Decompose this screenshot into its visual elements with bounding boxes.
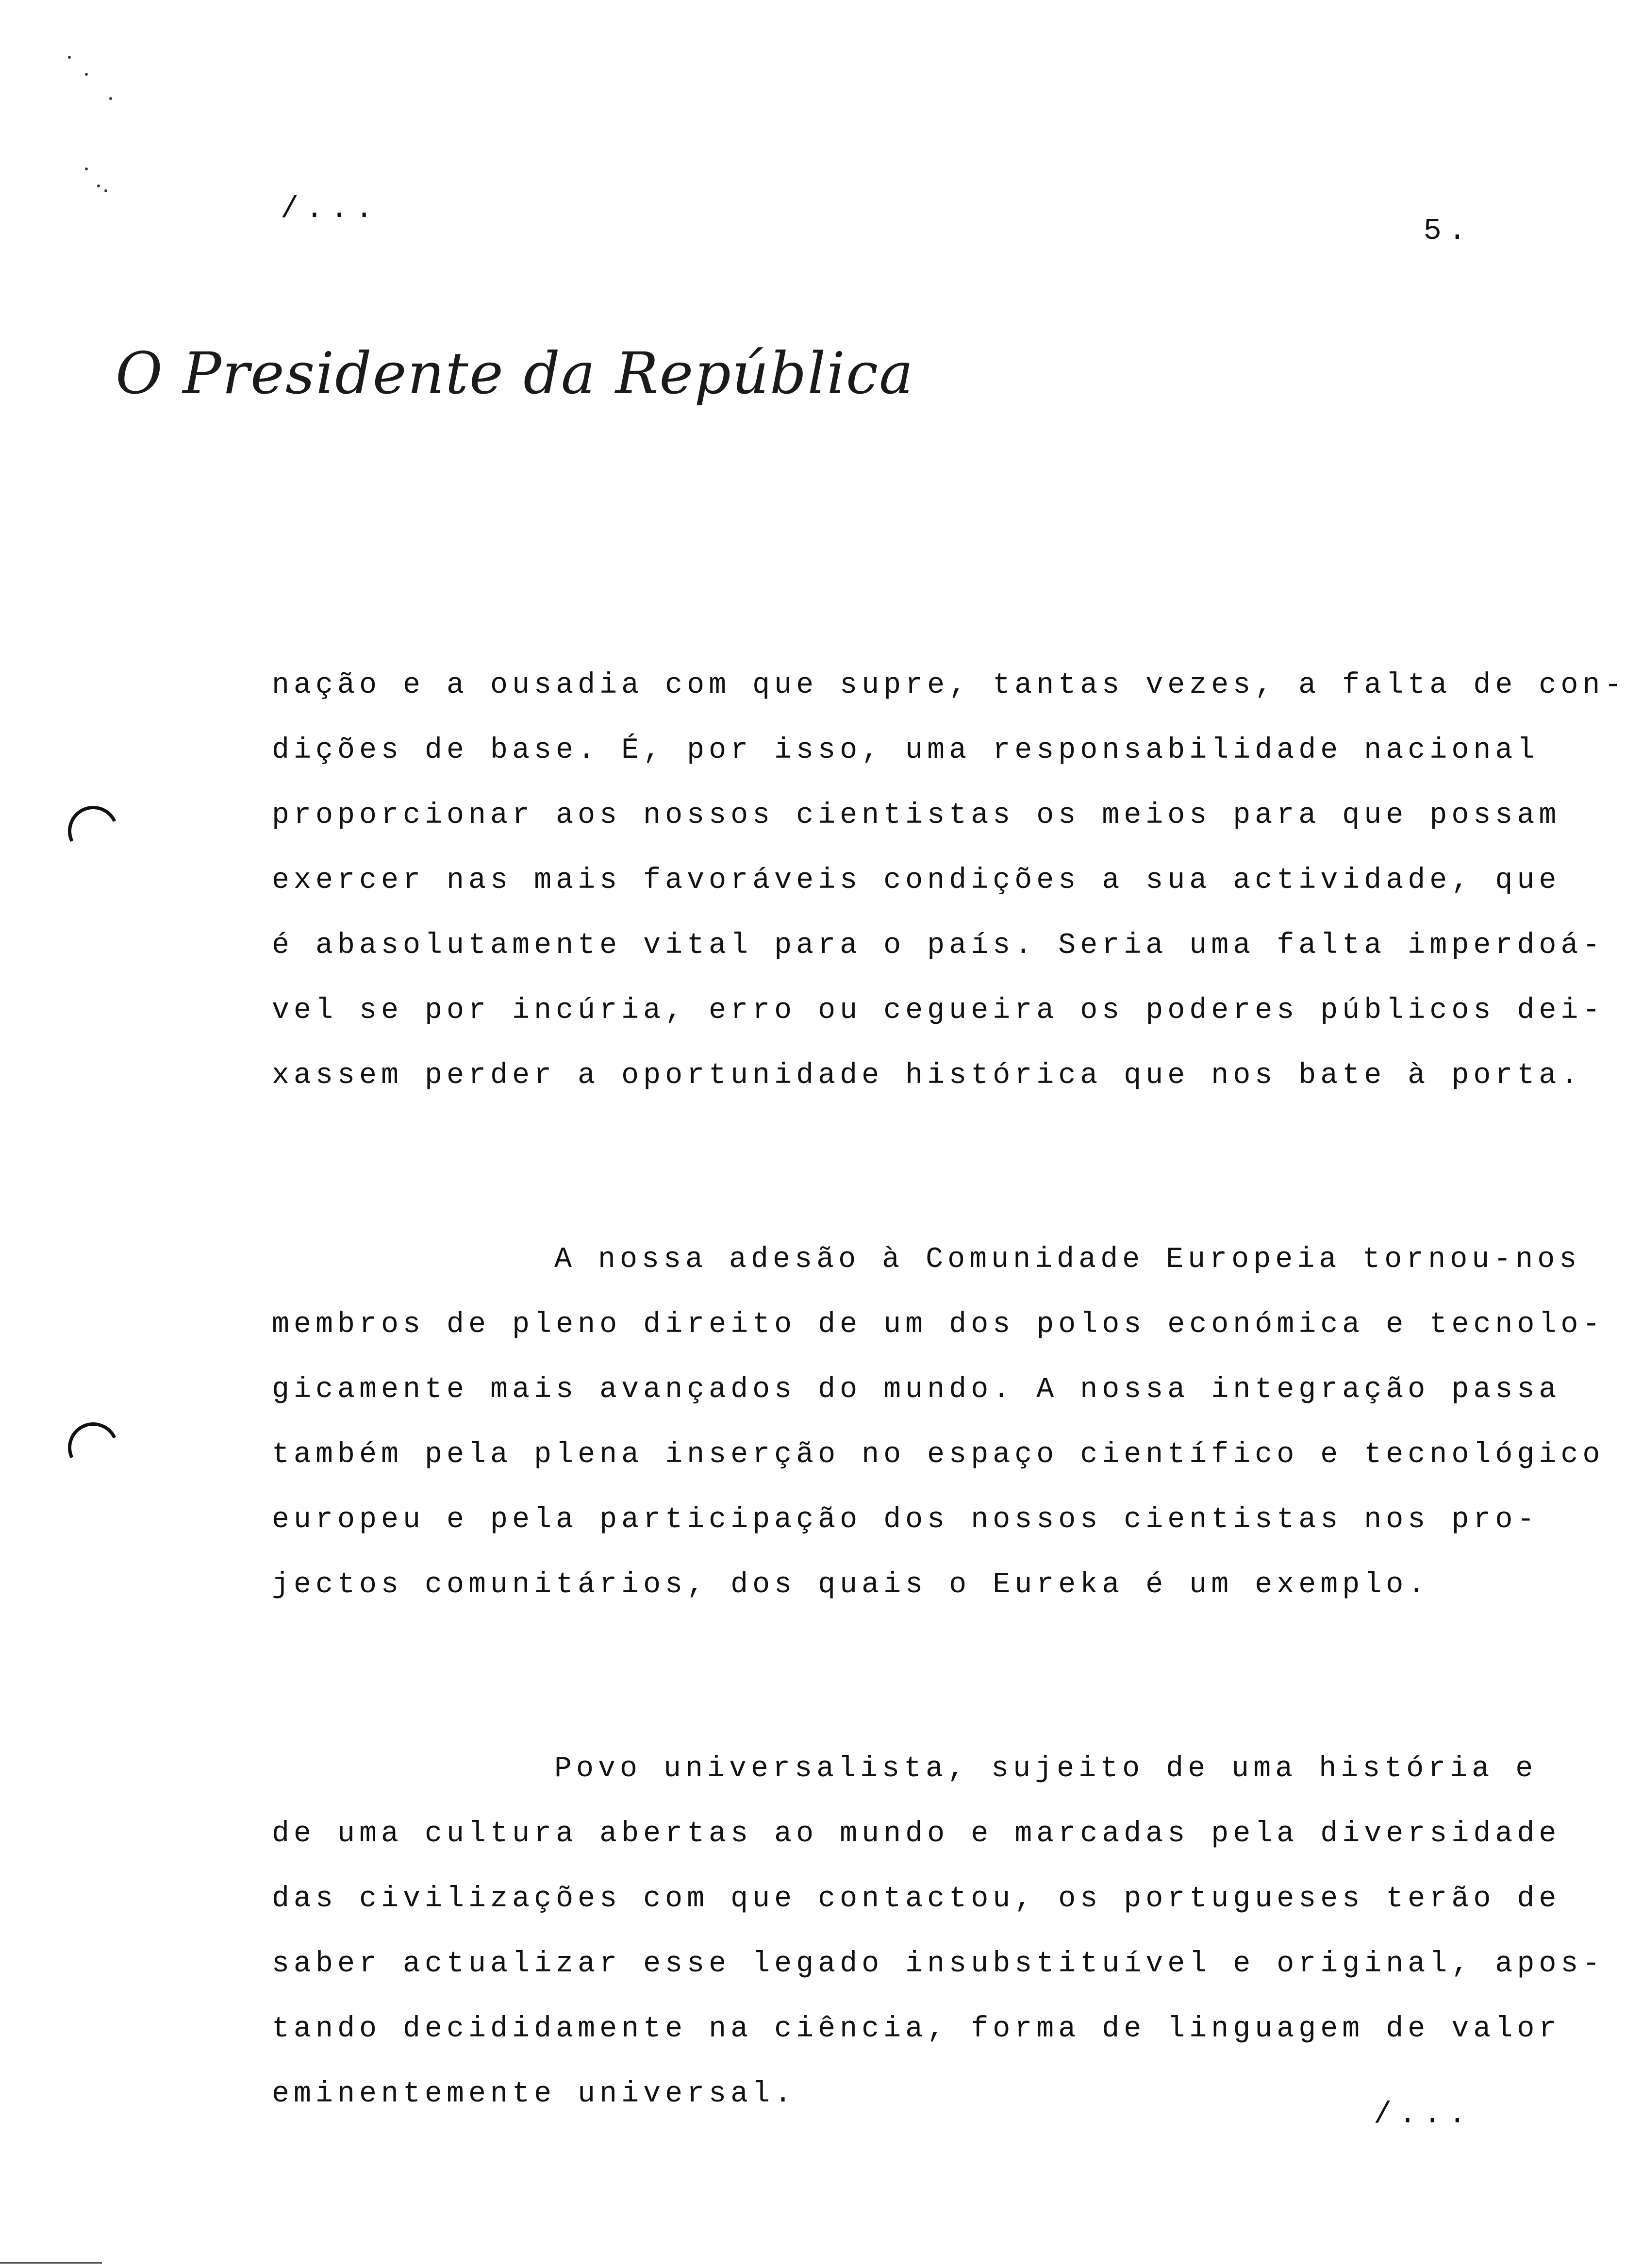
continuation-marker-top: /... [281,192,380,226]
text-line: vel se por incúria, erro ou cegueira os poderes públicos dei- [272,994,1605,1027]
text-line: também pela plena inserção no espaço científico e tecnológico [272,1438,1605,1471]
paragraph-2 [272,1227,1605,1618]
text-line: eminentemente universal. [272,2078,796,2111]
scan-edge-line [0,2262,102,2264]
scan-speck [85,73,88,76]
punch-hole-top [61,799,125,863]
scan-speck [97,184,100,187]
text-line: gicamente mais avançados do mundo. A nossa integração passa [272,1373,1561,1406]
paragraph-3 [272,1736,1605,2127]
text-line: das civilizações com que contactou, os portugueses terão de [272,1883,1561,1916]
text-line: nação e a ousadia com que supre, tantas vezes, a falta de con- [272,669,1626,702]
scan-speck [85,167,88,170]
text-line: de uma cultura abertas ao mundo e marcadas pela diversidade [272,1818,1561,1851]
text-line: A nossa adesão à Comunidade Europeia tornou-nos [554,1243,1581,1276]
text-line: é abasolutamente vital para o país. Seria uma falta imperdoá- [272,929,1605,962]
scan-speck [68,56,71,59]
text-line: saber actualizar esse legado insubstituível e original, apos- [272,1948,1605,1981]
scan-speck [104,189,107,192]
text-line: proporcionar aos nossos cientistas os meios para que possam [272,799,1561,832]
continuation-marker-bottom: /... [1374,2097,1473,2132]
text-line: tando decididamente na ciência, forma de linguagem de valor [272,2013,1561,2046]
text-line: xassem perder a oportunidade histórica que nos bate à porta. [272,1059,1583,1092]
text-line: europeu e pela participação dos nossos cientistas nos pro- [272,1503,1539,1536]
text-line: membros de pleno direito de um dos polos económica e tecnolo- [272,1308,1605,1341]
text-line: jectos comunitários, dos quais o Eureka é um exemplo. [272,1568,1430,1601]
page-number: 5. [1423,214,1473,248]
document-body [272,653,1626,2127]
scan-speck [109,97,112,100]
paragraph-1 [272,653,1626,1108]
text-line: exercer nas mais favoráveis condições a sua actividade, que [272,864,1561,897]
text-line: Povo universalista, sujeito de uma história e [554,1752,1538,1785]
text-line: dições de base. É, por isso, uma responsabilidade nacional [272,734,1539,767]
punch-hole-bottom [61,1415,125,1480]
letterhead-title: O Presidente da República [116,340,914,407]
